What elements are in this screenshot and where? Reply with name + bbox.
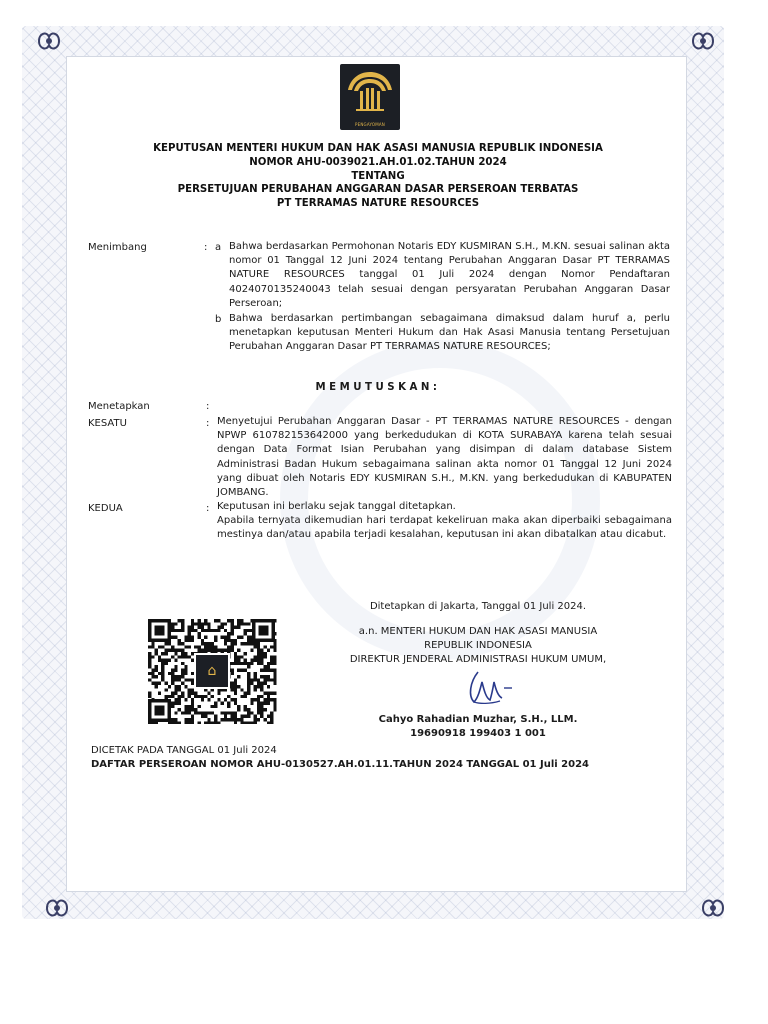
corner-ornament-icon xyxy=(36,28,62,54)
registry-number: DAFTAR PERSEROAN NOMOR AHU-0130527.AH.01.11.TAHUN 2024 TANGGAL 01 Juli 2024 xyxy=(91,759,589,770)
menimbang-label: Menimbang xyxy=(88,242,147,253)
ditetapkan-line: Ditetapkan di Jakarta, Tanggal 01 Juli 2024. xyxy=(369,601,587,612)
menimbang-item-b-letter: b xyxy=(215,314,222,325)
direktur-line: DIREKTUR JENDERAL ADMINISTRASI HUKUM UMUM, xyxy=(349,654,607,665)
kedua-text: Apabila ternyata dikemudian hari terdapat kekeliruan maka akan diperbaiki sebagaimana mestinya dan/atau apabila terjadi kesalahan, keputusan ini akan dibatalkan atau dicabut. xyxy=(217,515,672,541)
menimbang-item-a: Bahwa berdasarkan Permohonan Notaris EDY KUSMIRAN S.H., M.KN. sesuai salinan akta nomor 01 Tanggal 12 Juni 2024 tentang Perubahan Anggaran Dasar PT TERRAMAS NATURE RESOURCES tanggal 01 Juli 2024 dengan Nomor Pendaftaran 4024070135240043 telah sesuai dengan persyaratan Perubahan Anggaran Dasar Perseroan; xyxy=(229,241,670,309)
decree-tentang: TENTANG xyxy=(351,171,405,182)
kesatu-label: KESATU xyxy=(88,418,127,429)
menetapkan-label: Menetapkan xyxy=(88,401,150,412)
menetapkan-colon: : xyxy=(206,401,210,412)
menimbang-colon: : xyxy=(204,242,208,253)
menimbang-item-a-letter: a xyxy=(215,242,222,253)
kedua-label: KEDUA xyxy=(88,503,123,514)
company-name: PT TERRAMAS NATURE RESOURCES xyxy=(276,198,480,209)
signatory-name: Cahyo Rahadian Muzhar, S.H., LLM. xyxy=(378,714,578,725)
signatory-nip: 19690918 199403 1 001 xyxy=(410,728,546,739)
corner-ornament-icon xyxy=(44,895,70,921)
pengayoman-emblem-icon xyxy=(340,64,400,122)
kedua-line1: Keputusan ini berlaku sejak tanggal ditetapkan. xyxy=(217,501,456,512)
decree-title: KEPUTUSAN MENTERI HUKUM DAN HAK ASASI MANUSIA REPUBLIK INDONESIA xyxy=(153,143,603,154)
kesatu-colon: : xyxy=(206,418,210,429)
menimbang-item-b: Bahwa berdasarkan pertimbangan sebagaimana dimaksud dalam huruf a, perlu menetapkan keputusan Menteri Hukum dan Hak Asasi Manusia tentang Persetujuan Perubahan Anggaran Dasar PT TERRAMAS NATURE RESOURCES; xyxy=(229,313,670,353)
decree-subject: PERSETUJUAN PERUBAHAN ANGGARAN DASAR PERSEROAN TERBATAS xyxy=(177,184,579,195)
memutuskan-heading: MEMUTUSKAN: xyxy=(315,382,441,393)
kedua-colon: : xyxy=(206,503,210,514)
svg-text:⌂: ⌂ xyxy=(207,663,217,679)
signature-mark xyxy=(460,668,520,708)
kesatu-text: Menyetujui Perubahan Anggaran Dasar - PT TERRAMAS NATURE RESOURCES - dengan NPWP 610782153642000 yang berkedudukan di KOTA SURABAYA karena telah sesuai dengan Data Format Isian Perubahan yang disimpan di dalam database Sistem Administrasi Badan Hukum sebagaimana salinan akta nomor 01 Tanggal 12 Juni 2024 yang dibuat oleh Notaris EDY KUSMIRAN S.H., M.KN. yang berkedudukan di KABUPATEN JOMBANG. xyxy=(217,416,672,499)
logo-caption: PENGAYOMAN xyxy=(354,122,385,127)
qr-code xyxy=(146,617,277,724)
decree-number: NOMOR AHU-0039021.AH.01.02.TAHUN 2024 xyxy=(249,157,507,168)
republik-line: REPUBLIK INDONESIA xyxy=(424,640,532,651)
corner-ornament-icon xyxy=(700,895,726,921)
pengayoman-logo xyxy=(340,64,400,130)
corner-ornament-icon xyxy=(690,28,716,54)
an-menteri-line: a.n. MENTERI HUKUM DAN HAK ASASI MANUSIA xyxy=(358,626,598,637)
printed-date: DICETAK PADA TANGGAL 01 Juli 2024 xyxy=(91,745,277,756)
